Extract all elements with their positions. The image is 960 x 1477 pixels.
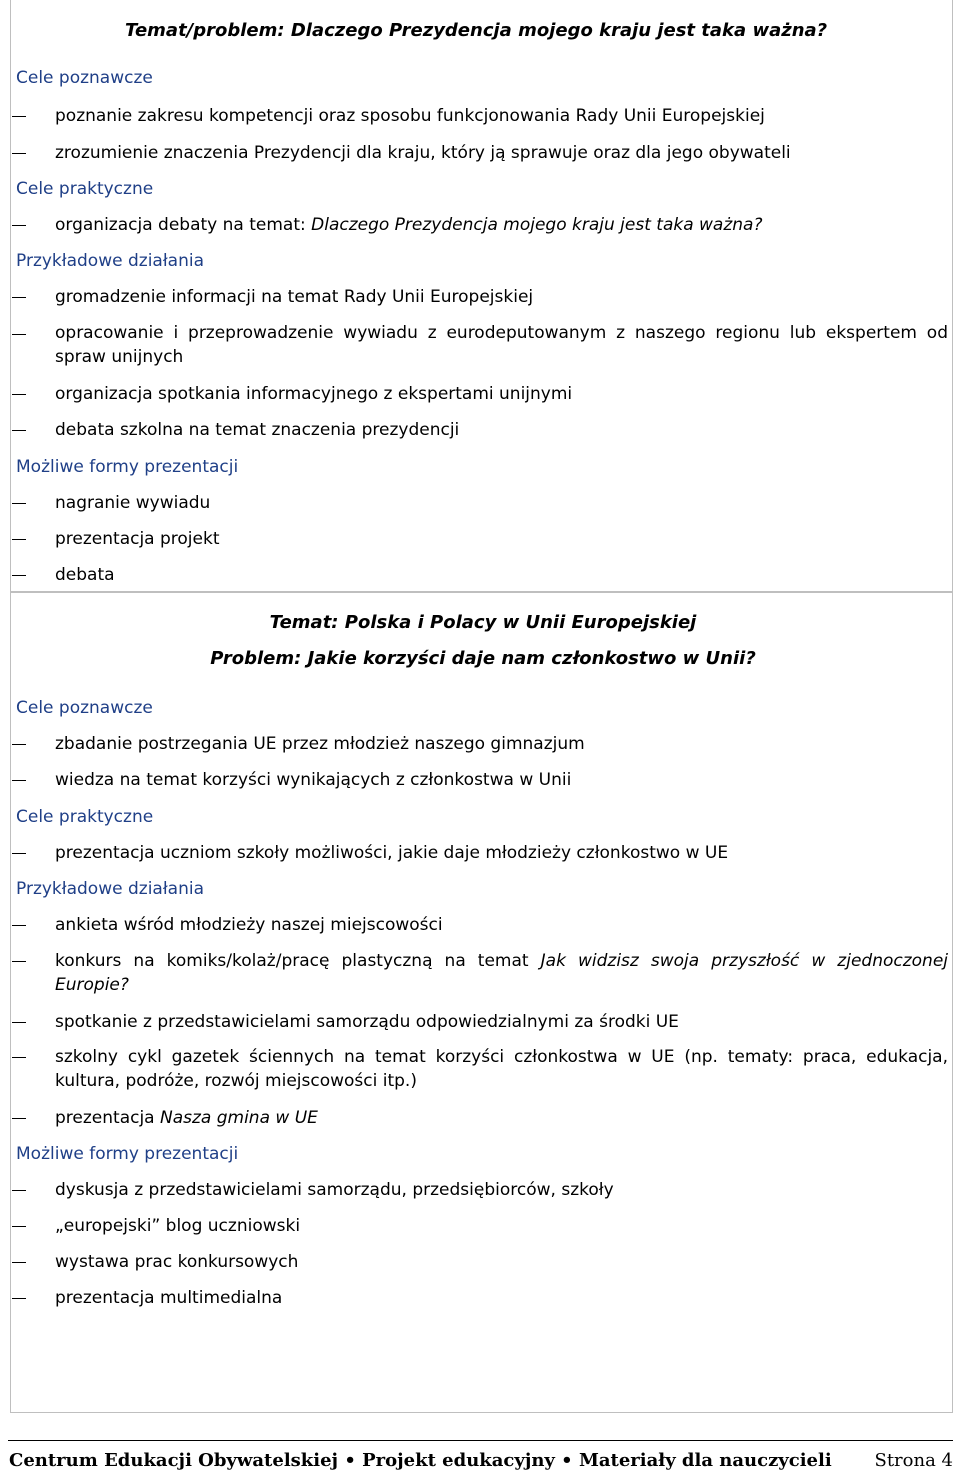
list-bullet <box>12 334 26 335</box>
list-item: spotkanie z przedstawicielami samorządu odpowiedzialnymi za środki UE <box>55 1012 679 1032</box>
list-bullet <box>12 297 26 298</box>
list-bullet <box>12 1262 26 1263</box>
page-number: Strona 4 <box>874 1450 953 1471</box>
list-bullet <box>12 503 26 504</box>
section1-goals-heading: Cele poznawcze <box>16 68 153 88</box>
section2-actions-heading: Przykładowe działania <box>16 879 204 899</box>
list-item: debata <box>55 565 115 585</box>
section2-problem: Problem: Jakie korzyści daje nam członkostwo w Unii? <box>210 648 756 669</box>
list-bullet <box>12 780 26 781</box>
section2-forms-heading: Możliwe formy prezentacji <box>16 1144 239 1164</box>
section1-title: Temat/problem: Dlaczego Prezydencja mojego kraju jest taka ważna? <box>125 20 828 41</box>
footer-separator: • <box>338 1450 363 1471</box>
list-item: wiedza na temat korzyści wynikających z członkostwa w Unii <box>55 770 572 790</box>
list-bullet <box>12 575 26 576</box>
list-item <box>55 949 948 997</box>
action-italic-text: Nasza gmina w UE <box>160 1108 318 1128</box>
list-bullet <box>12 1226 26 1227</box>
list-item: debata szkolna na temat znaczenia prezydencji <box>55 420 460 440</box>
list-item: poznanie zakresu kompetencji oraz sposobu funkcjonowania Rady Unii Europejskiej <box>55 106 765 126</box>
list-bullet <box>12 225 26 226</box>
action-text: prezentacja <box>55 1108 160 1128</box>
section2-goals-heading: Cele poznawcze <box>16 698 153 718</box>
list-bullet <box>12 430 26 431</box>
list-item: prezentacja projekt <box>55 529 220 549</box>
list-item: dyskusja z przedstawicielami samorządu, przedsiębiorców, szkoły <box>55 1180 614 1200</box>
list-item: prezentacja uczniom szkoły możliwości, jakie daje młodzieży członkostwo w UE <box>55 843 729 863</box>
list-bullet <box>12 1022 26 1023</box>
section2-title: Temat: Polska i Polacy w Unii Europejskiej <box>269 612 697 633</box>
list-bullet <box>12 1057 26 1058</box>
list-item <box>55 213 763 237</box>
list-bullet <box>12 744 26 745</box>
footer-rule <box>8 1440 953 1441</box>
practical-italic-text: Dlaczego Prezydencja mojego kraju jest taka ważna? <box>311 215 763 235</box>
list-bullet <box>12 1118 26 1119</box>
list-bullet <box>12 1298 26 1299</box>
list-item: zbadanie postrzegania UE przez młodzież naszego gimnazjum <box>55 734 585 754</box>
list-bullet <box>12 961 26 962</box>
list-bullet <box>12 853 26 854</box>
footer-separator: • <box>554 1450 579 1471</box>
section1-practical-heading: Cele praktyczne <box>16 179 154 199</box>
section2-practical-heading: Cele praktyczne <box>16 807 154 827</box>
section1-actions-heading: Przykładowe działania <box>16 251 204 271</box>
action-text: konkurs na komiks/kolaż/pracę plastyczną na temat <box>55 951 541 971</box>
list-bullet <box>12 116 26 117</box>
list-bullet <box>12 394 26 395</box>
footer-org: Centrum Edukacji Obywatelskiej <box>9 1450 339 1471</box>
list-item: nagranie wywiadu <box>55 493 211 513</box>
footer-project: Projekt edukacyjny <box>362 1450 555 1471</box>
list-item <box>55 1106 318 1130</box>
footer-materials: Materiały dla nauczycieli <box>578 1450 832 1471</box>
list-item: ankieta wśród młodzieży naszej miejscowości <box>55 915 443 935</box>
list-item: gromadzenie informacji na temat Rady Unii Europejskiej <box>55 287 534 307</box>
list-item: „europejski” blog uczniowski <box>55 1216 301 1236</box>
list-bullet <box>12 925 26 926</box>
list-item: szkolny cykl gazetek ściennych na temat korzyści członkostwa w UE (np. tematy: praca, edukacja, kultura, podróże, rozwój miejscowości itp.) <box>55 1047 948 1091</box>
list-item: prezentacja multimedialna <box>55 1288 283 1308</box>
action-italic-text: Jak widzisz swoja przyszłość w zjednoczonej Europie? <box>55 951 948 995</box>
practical-text: organizacja debaty na temat: <box>55 215 312 235</box>
list-bullet <box>12 1190 26 1191</box>
list-item: organizacja spotkania informacyjnego z ekspertami unijnymi <box>55 384 573 404</box>
list-bullet <box>12 539 26 540</box>
list-item: wystawa prac konkursowych <box>55 1252 299 1272</box>
section1-forms-heading: Możliwe formy prezentacji <box>16 457 239 477</box>
list-item: zrozumienie znaczenia Prezydencji dla kraju, który ją sprawuje oraz dla jego obywateli <box>55 143 791 163</box>
list-bullet <box>12 153 26 154</box>
footer <box>9 1448 954 1474</box>
list-item: opracowanie i przeprowadzenie wywiadu z eurodeputowanym z naszego regionu lub ekspertem od spraw unijnych <box>55 323 948 367</box>
